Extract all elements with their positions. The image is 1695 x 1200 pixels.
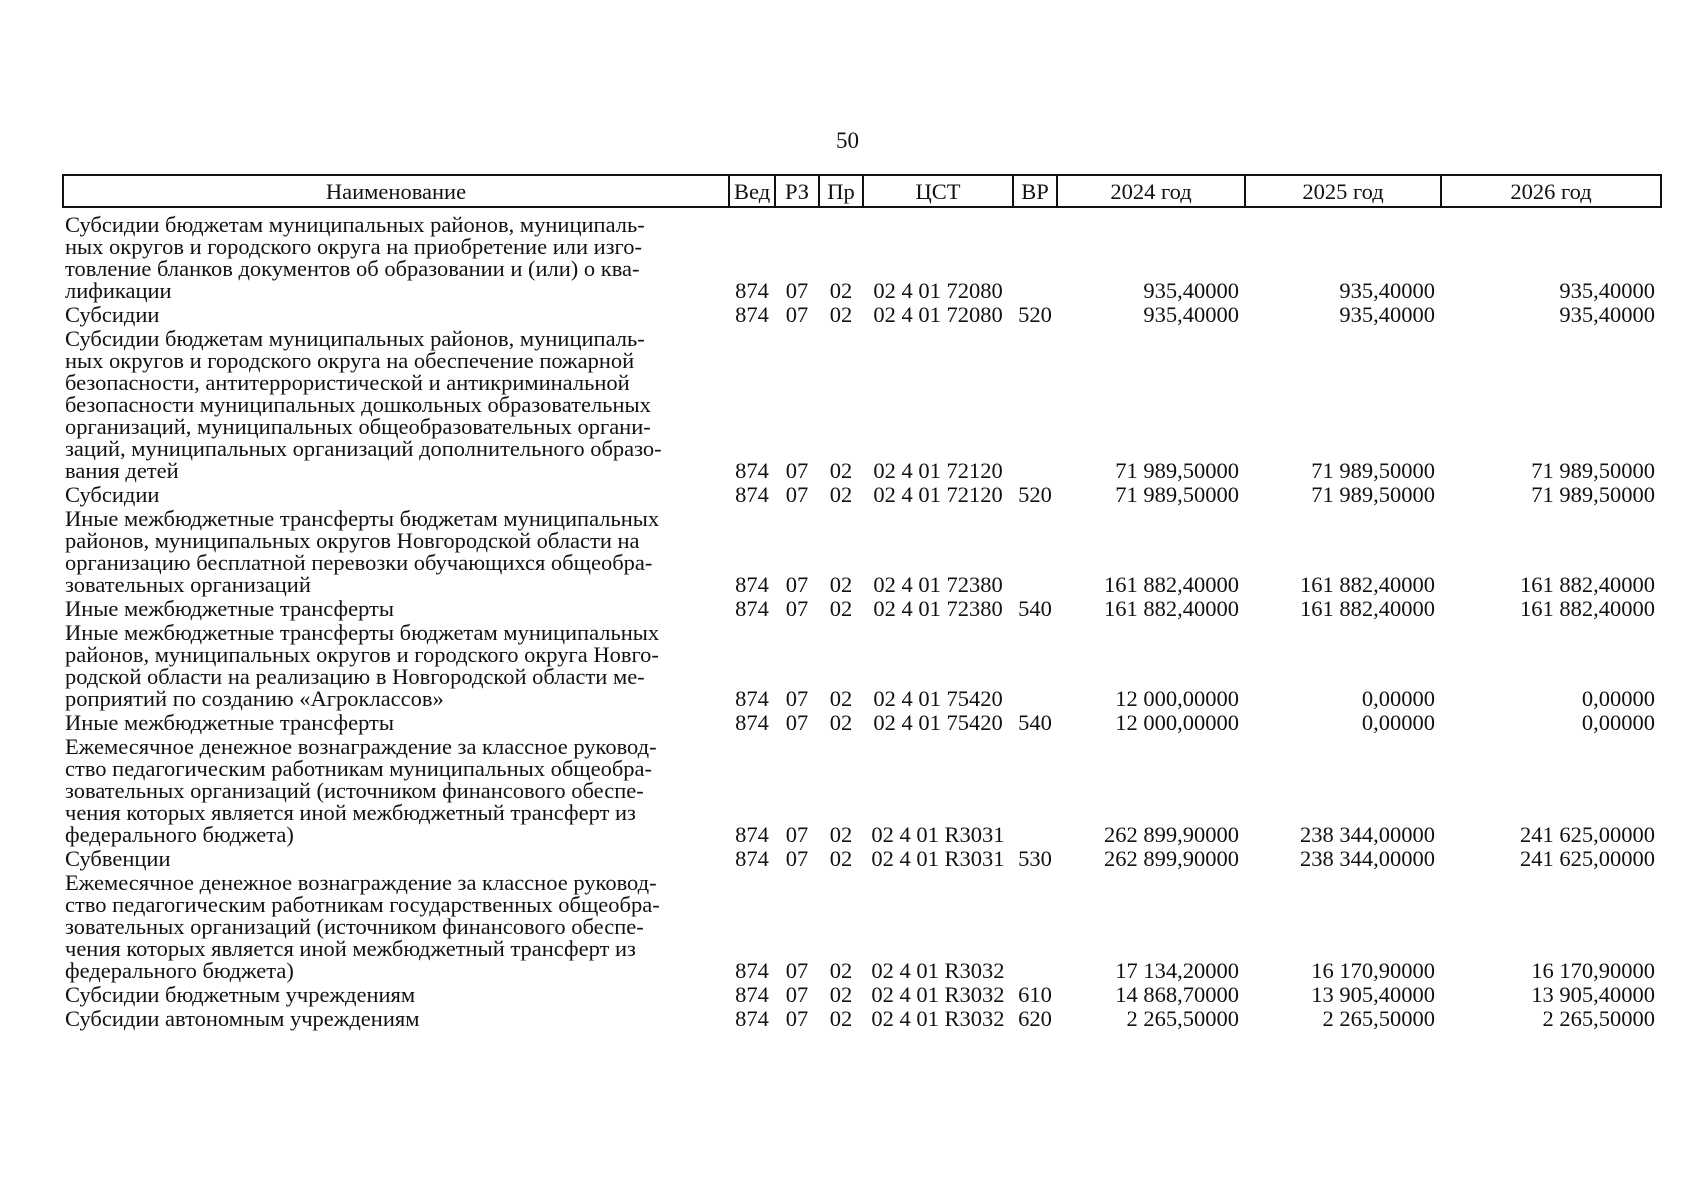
- cell-ved: 874: [735, 278, 769, 303]
- cell-cst: 02 4 01 72080: [873, 302, 1003, 327]
- cell-2026: 2 265,50000: [1542, 1006, 1655, 1031]
- cell-cst: 02 4 01 72120: [873, 482, 1003, 507]
- cell-2025: 16 170,90000: [1311, 958, 1435, 983]
- cell-vr: [1013, 328, 1057, 484]
- cell-cst: 02 4 01 72380: [873, 596, 1003, 621]
- cell-vr: [1013, 207, 1057, 304]
- cell-rz: 07: [785, 982, 809, 1007]
- cell-2026: 161 882,40000: [1520, 596, 1655, 621]
- cell-rz: 07: [785, 302, 809, 327]
- cell-2025: 238 344,00000: [1300, 822, 1435, 847]
- cell-rz: 07: [785, 482, 809, 507]
- cell-2024: 161 882,40000: [1104, 572, 1239, 597]
- cell-pr: 02: [829, 1006, 853, 1031]
- cell-ved: 874: [735, 958, 769, 983]
- cell-2025: 2 265,50000: [1322, 1006, 1435, 1031]
- cell-rz: 07: [785, 1006, 809, 1031]
- cell-2026: 71 989,50000: [1531, 458, 1655, 483]
- cell-ved: 874: [735, 596, 769, 621]
- header-2024: 2024 год: [1057, 175, 1245, 207]
- cell-name: Иные межбюджетные трансферты бюджетам муниципальных районов, муниципальных округов Новгородской области на организацию бесплатной перевозки обучающихся общеобра- зовательных организаций: [65, 506, 660, 597]
- table-row: [63, 848, 1661, 872]
- header-vr: ВР: [1013, 175, 1057, 207]
- cell-pr: 02: [829, 846, 853, 871]
- cell-vr: 520: [1018, 302, 1052, 327]
- cell-2024: 935,40000: [1143, 278, 1239, 303]
- cell-2024: 935,40000: [1143, 302, 1239, 327]
- cell-pr: 02: [829, 710, 853, 735]
- cell-name: Субвенции: [65, 846, 171, 871]
- cell-vr: [1013, 872, 1057, 984]
- cell-cst: 02 4 01 75420: [873, 710, 1003, 735]
- cell-rz: 07: [785, 596, 809, 621]
- budget-table: [62, 174, 1662, 1032]
- header-ved: Вед: [729, 175, 775, 207]
- cell-rz: 07: [785, 958, 809, 983]
- cell-2026: 0,00000: [1581, 710, 1655, 735]
- table-row: [63, 207, 1661, 304]
- header-pr: Пр: [819, 175, 863, 207]
- cell-2025: 0,00000: [1361, 686, 1435, 711]
- cell-2026: 935,40000: [1559, 278, 1655, 303]
- cell-name: Субсидии: [65, 482, 160, 507]
- table-row: [63, 736, 1661, 848]
- cell-2025: 161 882,40000: [1300, 596, 1435, 621]
- cell-2025: 238 344,00000: [1300, 846, 1435, 871]
- cell-2026: 241 625,00000: [1520, 822, 1655, 847]
- cell-ved: 874: [735, 572, 769, 597]
- table-row: [63, 984, 1661, 1008]
- cell-vr: 530: [1018, 846, 1052, 871]
- cell-2026: 241 625,00000: [1520, 846, 1655, 871]
- table-row: [63, 1008, 1661, 1032]
- cell-name: Иные межбюджетные трансферты бюджетам муниципальных районов, муниципальных округов и городского округа Новго- родской области на реализацию в Новгородской области ме- роприятий по созданию «Агроклассов»: [65, 620, 660, 711]
- table-row: [63, 872, 1661, 984]
- cell-pr: 02: [829, 822, 853, 847]
- cell-rz: 07: [785, 278, 809, 303]
- table-row: [63, 712, 1661, 736]
- cell-2024: 17 134,20000: [1115, 958, 1239, 983]
- cell-cst: 02 4 01 72380: [873, 572, 1003, 597]
- cell-2026: 935,40000: [1559, 302, 1655, 327]
- cell-ved: 874: [735, 686, 769, 711]
- cell-pr: 02: [829, 982, 853, 1007]
- cell-ved: 874: [735, 302, 769, 327]
- cell-2025: 935,40000: [1339, 278, 1435, 303]
- cell-2024: 262 899,90000: [1104, 846, 1239, 871]
- cell-name: Субсидии бюджетным учреждениям: [65, 982, 416, 1007]
- cell-cst: 02 4 01 R3031: [871, 822, 1005, 847]
- cell-rz: 07: [785, 822, 809, 847]
- cell-vr: 610: [1018, 982, 1052, 1007]
- cell-cst: 02 4 01 72120: [873, 458, 1003, 483]
- cell-cst: 02 4 01 R3032: [871, 1006, 1005, 1031]
- cell-rz: 07: [785, 686, 809, 711]
- cell-2024: 71 989,50000: [1115, 482, 1239, 507]
- cell-pr: 02: [829, 458, 853, 483]
- cell-rz: 07: [785, 846, 809, 871]
- cell-name: Иные межбюджетные трансферты: [65, 710, 395, 735]
- cell-2025: 13 905,40000: [1311, 982, 1435, 1007]
- header-2026: 2026 год: [1441, 175, 1661, 207]
- cell-2025: 0,00000: [1361, 710, 1435, 735]
- cell-vr: 540: [1018, 596, 1052, 621]
- cell-2024: 12 000,00000: [1115, 710, 1239, 735]
- cell-pr: 02: [829, 302, 853, 327]
- cell-name: Субсидии бюджетам муниципальных районов, муниципаль- ных округов и городского округа на обеспечение пожарной безопасности, антитеррористической и антикриминальной безопасности муниципальных дошкольных образовательных организаций, муниципальных общеобразовательных органи- заций, муниципальных организаций дополнительного образо- вания детей: [65, 326, 662, 483]
- table-row: [63, 598, 1661, 622]
- cell-2024: 12 000,00000: [1115, 686, 1239, 711]
- cell-pr: 02: [829, 278, 853, 303]
- cell-rz: 07: [785, 710, 809, 735]
- cell-2026: 13 905,40000: [1531, 982, 1655, 1007]
- cell-ved: 874: [735, 710, 769, 735]
- cell-cst: 02 4 01 R3032: [871, 982, 1005, 1007]
- cell-ved: 874: [735, 982, 769, 1007]
- cell-ved: 874: [735, 1006, 769, 1031]
- cell-cst: 02 4 01 75420: [873, 686, 1003, 711]
- cell-vr: 520: [1018, 482, 1052, 507]
- cell-2026: 0,00000: [1581, 686, 1655, 711]
- cell-cst: 02 4 01 R3032: [871, 958, 1005, 983]
- header-cst: ЦСТ: [863, 175, 1013, 207]
- cell-ved: 874: [735, 822, 769, 847]
- cell-cst: 02 4 01 R3031: [871, 846, 1005, 871]
- table-row: [63, 508, 1661, 598]
- cell-ved: 874: [735, 458, 769, 483]
- cell-pr: 02: [829, 958, 853, 983]
- table-body: [63, 207, 1661, 1032]
- cell-2024: 2 265,50000: [1126, 1006, 1239, 1031]
- cell-2025: 935,40000: [1339, 302, 1435, 327]
- page-number: 50: [836, 128, 859, 153]
- cell-pr: 02: [829, 686, 853, 711]
- cell-pr: 02: [829, 572, 853, 597]
- cell-vr: [1013, 508, 1057, 598]
- cell-2026: 16 170,90000: [1531, 958, 1655, 983]
- cell-name: Ежемесячное денежное вознаграждение за классное руковод- ство педагогическим работникам государственных общеобра- зовательных организаций (источником финансового обеспе- чения которых является иной межбюджетный трансферт из федерального бюджета): [65, 870, 660, 983]
- cell-vr: [1013, 736, 1057, 848]
- cell-pr: 02: [829, 482, 853, 507]
- cell-ved: 874: [735, 482, 769, 507]
- cell-2026: 71 989,50000: [1531, 482, 1655, 507]
- cell-rz: 07: [785, 458, 809, 483]
- table-row: [63, 304, 1661, 328]
- cell-2025: 161 882,40000: [1300, 572, 1435, 597]
- cell-vr: [1013, 622, 1057, 712]
- table-row: [63, 622, 1661, 712]
- cell-ved: 874: [735, 846, 769, 871]
- cell-2026: 161 882,40000: [1520, 572, 1655, 597]
- cell-2024: 262 899,90000: [1104, 822, 1239, 847]
- cell-2024: 14 868,70000: [1115, 982, 1239, 1007]
- table-header-row: [63, 175, 1661, 207]
- cell-2024: 71 989,50000: [1115, 458, 1239, 483]
- table-row: [63, 328, 1661, 484]
- cell-vr: 540: [1018, 710, 1052, 735]
- header-rz: РЗ: [775, 175, 819, 207]
- cell-pr: 02: [829, 596, 853, 621]
- cell-vr: 620: [1018, 1006, 1052, 1031]
- header-2025: 2025 год: [1245, 175, 1441, 207]
- cell-2025: 71 989,50000: [1311, 458, 1435, 483]
- header-name: Наименование: [63, 175, 729, 207]
- cell-name: Субсидии: [65, 302, 160, 327]
- cell-rz: 07: [785, 572, 809, 597]
- cell-name: Субсидии автономным учреждениям: [65, 1006, 420, 1031]
- cell-name: Субсидии бюджетам муниципальных районов, муниципаль- ных округов и городского округа на приобретение или изго- товление бланков документов об образовании и (или) о ква- лификации: [65, 212, 645, 303]
- cell-name: Иные межбюджетные трансферты: [65, 596, 395, 621]
- cell-name: Ежемесячное денежное вознаграждение за классное руковод- ство педагогическим работникам муниципальных общеобра- зовательных организаций (источником финансового обеспе- чения которых является иной межбюджетный трансферт из федерального бюджета): [65, 734, 657, 847]
- table-row: [63, 484, 1661, 508]
- cell-2024: 161 882,40000: [1104, 596, 1239, 621]
- cell-cst: 02 4 01 72080: [873, 278, 1003, 303]
- cell-2025: 71 989,50000: [1311, 482, 1435, 507]
